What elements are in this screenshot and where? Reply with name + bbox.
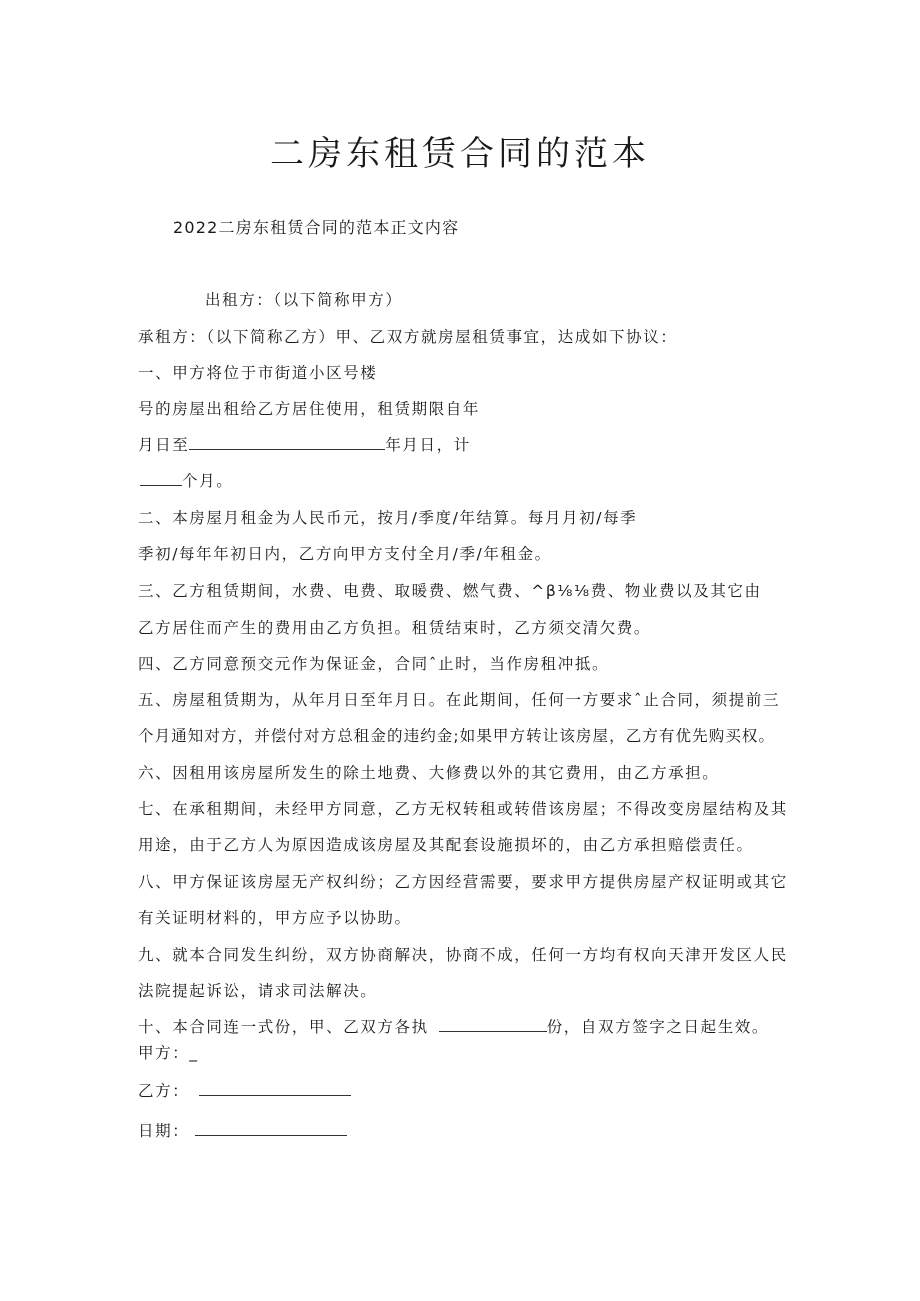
end-date-blank xyxy=(189,435,385,450)
clause-10 xyxy=(138,1016,769,1038)
clause-8-line-b: 有关证明材料的，甲方应予以协助。 xyxy=(138,909,412,927)
clause-5-line-a: 五、房屋租赁期为，从年月日至年月日。在此期间，任何一方要求ˆ止合同，须提前三 xyxy=(138,691,781,709)
clause-10-prefix: 十、本合同连一式份，甲、乙双方各执 xyxy=(138,1018,429,1036)
clause-3-line-b: 乙方居住而产生的费用由乙方负担。租赁结束时，乙方须交清欠费。 xyxy=(138,619,652,637)
document-title: 二房东租赁合同的范本 xyxy=(270,134,650,174)
clause-7-line-a: 七、在承租期间，未经甲方同意，乙方无权转租或转借该房屋；不得改变房屋结构及其 xyxy=(138,800,788,818)
clause-2-line-b: 季初/每年年初日内，乙方向甲方支付全月/季/年租金。 xyxy=(138,545,552,563)
date-signature xyxy=(138,1120,347,1142)
clause-1-line-c-prefix: 月日至 xyxy=(138,436,190,454)
lessee-line: 承租方：（以下简称乙方）甲、乙双方就房屋租赁事宜，达成如下协议： xyxy=(138,328,678,346)
lessor-line: 出租方：（以下简称甲方） xyxy=(205,291,403,309)
clause-4: 四、乙方同意预交元作为保证金，合同ˆ止时，当作房租冲抵。 xyxy=(138,655,610,673)
clause-5-line-b: 个月通知对方，并偿付对方总租金的违约金;如果甲方转让该房屋，乙方有优先购买权。 xyxy=(138,727,776,745)
clause-1-line-c-suffix: 年月日，计 xyxy=(385,436,471,454)
party-a-signature: 甲方：_ xyxy=(138,1044,199,1062)
party-b-signature xyxy=(138,1080,351,1102)
clause-1-line-d-suffix: 个月。 xyxy=(182,472,234,490)
copies-blank xyxy=(439,1017,547,1032)
clause-2-line-a: 二、本房屋月租金为人民币元，按月/季度/年结算。每月月初/每季 xyxy=(138,509,638,527)
clause-1-line-d xyxy=(140,470,233,492)
months-blank xyxy=(140,471,182,486)
date-label: 日期： xyxy=(138,1122,190,1140)
party-b-blank xyxy=(199,1081,351,1096)
date-blank xyxy=(195,1121,347,1136)
clause-7-line-b: 用途，由于乙方人为原因造成该房屋及其配套设施损坏的，由乙方承担赔偿责任。 xyxy=(138,836,754,854)
clause-6: 六、因租用该房屋所发生的除土地费、大修费以外的其它费用，由乙方承担。 xyxy=(138,764,720,782)
clause-3-line-a: 三、乙方租赁期间，水费、电费、取暖费、燃气费、^β⅛⅛费、物业费以及其它由 xyxy=(138,582,762,600)
party-b-label: 乙方： xyxy=(138,1082,190,1100)
clause-1-line-c xyxy=(138,434,471,456)
clause-9-line-b: 法院提起诉讼，请求司法解决。 xyxy=(138,982,378,1000)
clause-9-line-a: 九、就本合同发生纠纷，双方协商解决，协商不成，任何一方均有权向天津开发区人民 xyxy=(138,946,788,964)
document-subtitle: 2022二房东租赁合同的范本正文内容 xyxy=(173,218,460,237)
clause-1-line-b: 号的房屋出租给乙方居住使用，租赁期限自年 xyxy=(138,400,481,418)
clause-8-line-a: 八、甲方保证该房屋无产权纠纷；乙方因经营需要，要求甲方提供房屋产权证明或其它 xyxy=(138,873,788,891)
clause-10-suffix: 份，自双方签字之日起生效。 xyxy=(546,1018,770,1036)
clause-1-line-a: 一、甲方将位于市街道小区号楼 xyxy=(138,364,378,382)
